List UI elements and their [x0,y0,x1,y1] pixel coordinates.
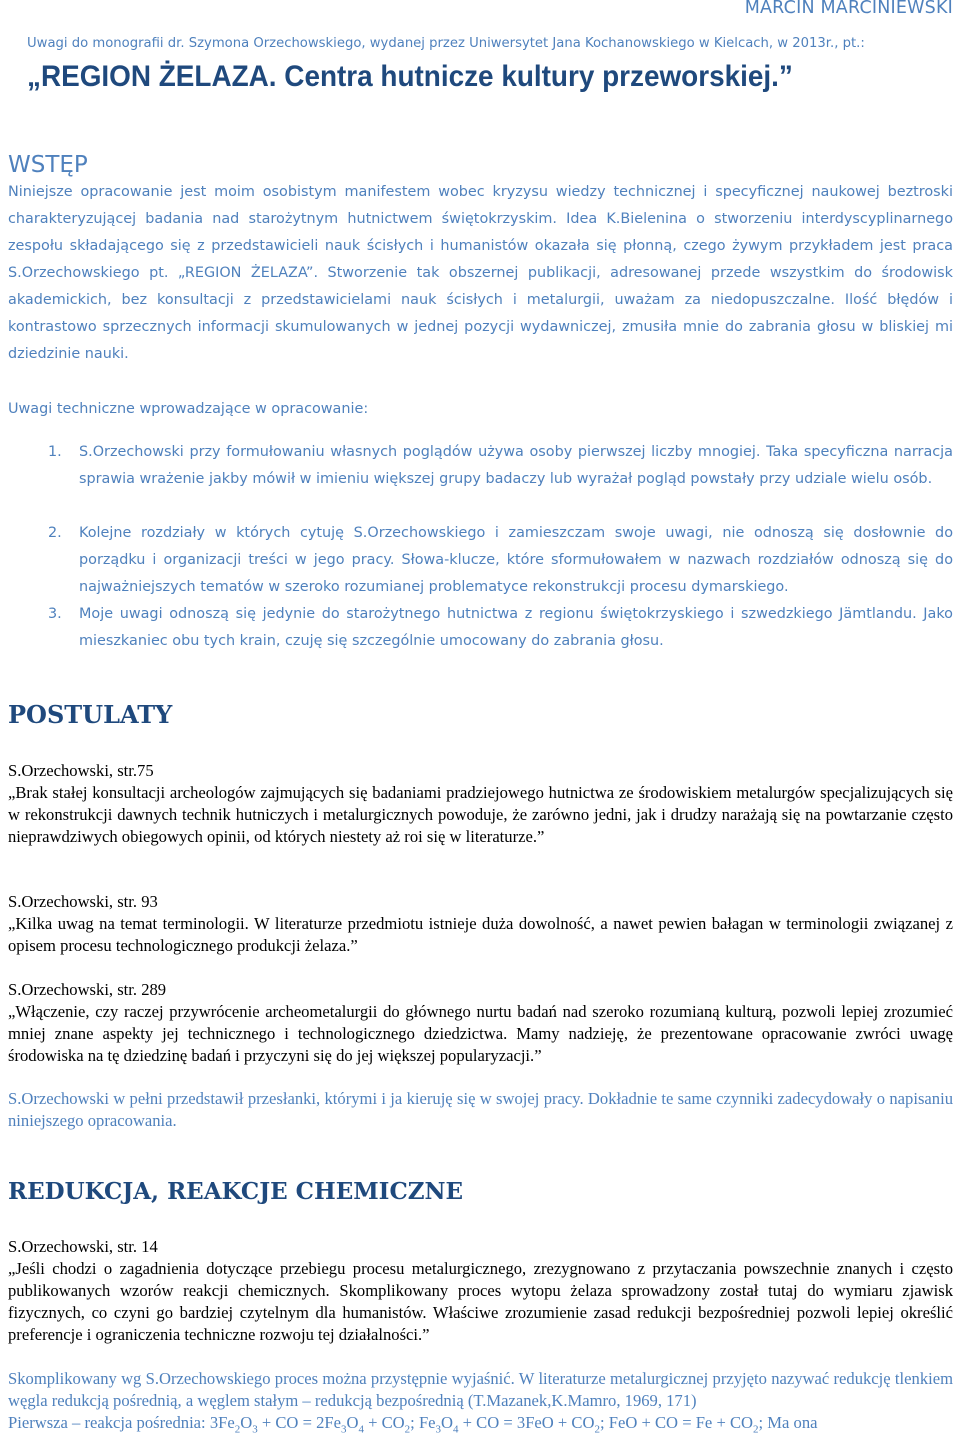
reaction-equation: $Fe_3O_4$ + CO = $3FeO + CO_2$; [418,1413,609,1436]
intro-paragraph: Niniejsze opracowanie jest moim osobistym manifestem wobec kryzysu wiedzy technicznej i specyficznej naukowej beztroski charakteryzującej badania nad starożytnym hutnictwem świętokrzyskim. Idea K.Bielenina o stworzeniu interdyscyplinarnego zespołu składającego się z przedstawicieli nauk ścisłych i humanistów okazała się płonną, czego żywym przykładem jest praca S.Orzechowskiego pt. „REGION ŻELAZA”. Stworzenie tak obszernej publikacji, adresowanej przede wszystkim do środowisk akademickich, bez konsultacji z przedstawicielami nauk ścisłych i metalurgii, uważam za niedopuszczalne. Ilość błędów i kontrastowo sprzecznych informacji skumulowanych w jednej pozycji wydawniczej, zmusiła mnie do zabrania głosu w bliskiej mi dziedzinie nauki. [8,184,953,362]
formula-text: FeO + CO [608,1413,679,1432]
quote-source: S.Orzechowski, str. 93 [8,892,158,911]
formula-subscript: 4 [453,1423,459,1436]
intro-heading: WSTĘP [8,152,88,178]
postulaty-heading: POSTULATY [8,700,173,729]
formula-subscript: 2 [404,1423,411,1436]
formula-text: Fe + CO [695,1413,754,1432]
formula-subscript: 2 [234,1423,241,1436]
formula-text: O [240,1413,253,1432]
reaction-tail: Ma ona [767,1413,818,1432]
formula-subscript: 2 [594,1423,600,1436]
reaction-formulas [209,1413,768,1436]
formula-subscript: 4 [358,1423,364,1436]
reaction-label: Pierwsza – reakcja pośrednia: [8,1413,206,1432]
quote-source: S.Orzechowski, str. 14 [8,1237,158,1256]
formula-text: 2Fe [316,1413,341,1432]
formula-text: + CO [458,1413,500,1432]
quote-source: S.Orzechowski, str.75 [8,761,154,780]
reaction-equation: $3Fe_2O_3$ + CO = $2Fe_3O_4 + CO_2$; [209,1413,419,1436]
remarks-heading: Uwagi techniczne wprowadzające w opracowanie: [8,401,369,417]
formula-text: + CO [363,1413,405,1432]
reaction-equation: FeO + CO = $Fe + CO_2$; [608,1413,768,1436]
author-name: MARCIN MARCINIEWSKI [744,0,953,18]
formula-text: + CO [257,1413,299,1432]
formula-subscript: 3 [435,1423,442,1436]
formula-text: 3Fe [209,1413,235,1432]
list-text: Kolejne rozdziały w których cytuję S.Orzechowskiego i zamieszczam swoje uwagi, nie odnoszą się dosłownie do porządku i organizacji treści w jego pracy. Słowa-klucze, które sformułowałem w nazwach rozdziałów odnoszą się do najważniejszych tematów w szeroko rozumianej problematyce rekonstrukcji procesu dymarskiego. [79,525,953,595]
quote-text: „Brak stałej konsultacji archeologów zajmujących się badaniami pradziejowego hutnictwa ze środowiskiem metalurgów specjalizujących się w rekonstrukcji dawnych technik hutniczych i metalurgicznych powoduje, że zarówno jedni, jak i drudzy narażają się na powtarzanie często nieprawdziwych obiegowych opinii, od których niestety aż roi się w literaturze.” [8,783,953,846]
quote-text: „Kilka uwag na temat terminologii. W literaturze przedmiotu istnieje duża dowolność, a nawet pewien bałagan w terminologii związanej z opisem procesu technologicznego produkcji żelaza.” [8,914,953,955]
formula-text: Fe [418,1413,436,1432]
author-comment: S.Orzechowski w pełni przedstawił przesłanki, którymi i ja kieruję się w swojej pracy. Dokładnie te same czynniki zadecydowały o napisaniu niniejszego opracowania. [8,1089,953,1130]
list-number: 2. [48,525,62,541]
formula-text: O [441,1413,454,1432]
formula-subscript: 3 [340,1423,347,1436]
quote-source: S.Orzechowski, str. 289 [8,980,167,999]
formula-text: 3FeO + CO [516,1413,595,1432]
formula-text: O [346,1413,359,1432]
formula-subscript: 3 [252,1423,258,1436]
list-text: Moje uwagi odnoszą się jedynie do starożytnego hutnictwa z regionu świętokrzyskiego i szwedzkiego Jämtlandu. Jako mieszkaniec obu tych krain, czuję się szczególnie umocowany do zabrania głosu. [79,606,953,649]
redukcja-heading: REDUKCJA, REAKCJE CHEMICZNE [8,1178,464,1205]
formula-subscript: 2 [753,1423,759,1436]
list-number: 3. [48,606,62,622]
quote-text: „Jeśli chodzi o zagadnienia dotyczące przebiegu procesu metalurgicznego, zrezygnowano z przytaczania powszechnie znanych i często publikowanych wzorów reakcji chemicznych. Skomplikowany proces wytopu żelaza sprowadzony został tutaj do wymiaru zjawisk fizycznych, co czyni go bardziej czytelnym dla humanistów. Właściwe zrozumienie zasad redukcji bezpośredniej pozwoli lepiej określić preferencje i ograniczenia techniczne rozwoju tej działalności.” [8,1259,953,1344]
author-comment: Skomplikowany wg S.Orzechowskiego proces można przystępnie wyjaśnić. W literaturze metalurgicznej przyjęto nazywać redukcję tlenkiem węgla redukcją pośrednią, a węglem stałym – redukcją bezpośrednią (T.Mazanek,K.Mamro, 1969, 171) [8,1369,953,1410]
list-text: S.Orzechowski przy formułowaniu własnych poglądów używa osoby pierwszej liczby mnogiej. Taka specyficzna narracja sprawia wrażenie jakby mówił w imieniu większej grupy badaczy lub wyrażał pogląd powstały przy udziale wielu osób. [79,444,953,487]
document-subtitle: Uwagi do monografii dr. Szymona Orzechowskiego, wydanej przez Uniwersytet Jana Kochanowskiego w Kielcach, w 2013r., pt.: [27,36,865,51]
document-title: „REGION ŻELAZA. Centra hutnicze kultury przeworskiej.” [27,60,793,93]
list-number: 1. [48,444,62,460]
quote-text: „Włączenie, czy raczej przywrócenie archeometalurgii do głównego nurtu badań nad szeroko rozumianą kulturą, pozwoli lepiej zrozumieć mniej znane aspekty jej technicznego i technologicznego dziedzictwa. Mamy nadzieję, że prezentowane opracowanie zwróci uwagę środowiska na tę dziedzinę badań i przyczyni się do jej większej popularyzacji.” [8,1002,953,1065]
